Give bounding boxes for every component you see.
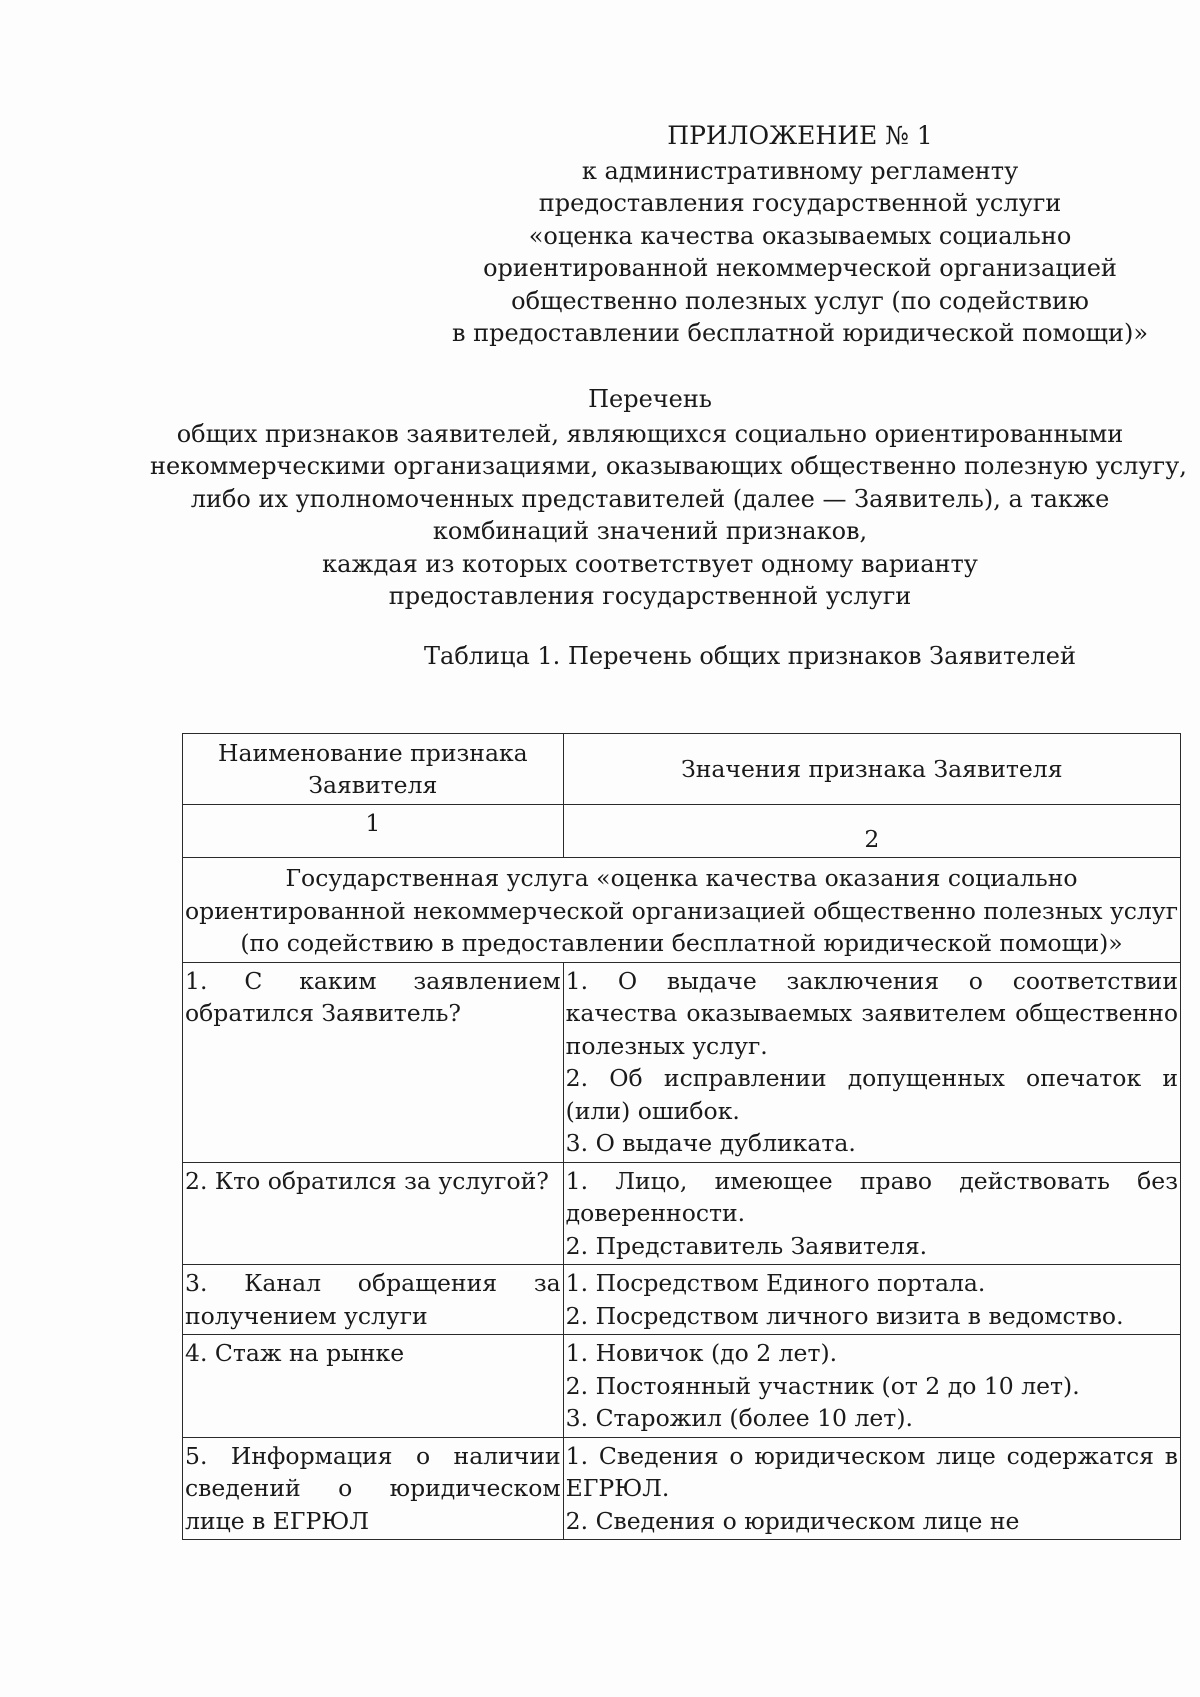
feature-cell: 4. Стаж на рынке xyxy=(183,1335,564,1438)
value-item: 2. Постоянный участник (от 2 до 10 лет). xyxy=(565,1371,1080,1400)
value-item: 1. Посредством Единого портала. xyxy=(565,1269,986,1297)
appendix-title: ПРИЛОЖЕНИЕ № 1 xyxy=(667,121,933,150)
column-number-1: 1 xyxy=(183,805,564,858)
features-table xyxy=(182,733,1181,1540)
list-line: общих признаков заявителей, являющихся социально ориентированными xyxy=(176,419,1124,448)
table-row xyxy=(183,1437,1181,1540)
appendix-line: к административному регламенту xyxy=(581,156,1019,185)
value-item: 1. О выдаче заключения о соответствии качества оказываемых заявителем общественно полезных услуг. xyxy=(565,966,1179,1060)
list-line: предоставления государственной услуги xyxy=(388,582,912,610)
appendix-header xyxy=(430,120,1170,350)
feature-cell: 5. Информация о наличии сведений о юридическом лице в ЕГРЮЛ xyxy=(183,1437,564,1540)
value-item: 1. Лицо, имеющее право действовать без доверенности. xyxy=(565,1166,1179,1227)
value-item: 2. Об исправлении допущенных опечаток и (или) ошибок. xyxy=(565,1064,1179,1125)
value-item: 3. Старожил (более 10 лет). xyxy=(565,1404,913,1432)
list-line: каждая из которых соответствует одному варианту xyxy=(322,549,978,578)
list-heading: Перечень xyxy=(588,385,712,413)
value-item: 1. Новичок (до 2 лет). xyxy=(565,1339,838,1367)
table-row xyxy=(183,1265,1181,1335)
appendix-line: в предоставлении бесплатной юридической помощи)» xyxy=(451,319,1149,347)
column-number-2: 2 xyxy=(563,805,1180,858)
value-item: 2. Посредством личного визита в ведомство. xyxy=(565,1301,1124,1330)
value-item: 2. Представитель Заявителя. xyxy=(565,1231,928,1260)
feature-cell: 3. Канал обращения за получением услуги xyxy=(183,1265,564,1335)
value-item: 1. Сведения о юридическом лице содержатся в ЕГРЮЛ. xyxy=(565,1441,1179,1502)
values-cell xyxy=(563,1437,1180,1540)
value-item: 3. О выдаче дубликата. xyxy=(565,1129,856,1157)
service-title-row xyxy=(183,858,1181,963)
appendix-line: общественно полезных услуг (по содействию xyxy=(511,286,1089,315)
values-cell xyxy=(563,1335,1180,1438)
table-header-row xyxy=(183,734,1181,805)
list-line: некоммерческими организациями, оказывающих общественно полезную услугу, xyxy=(150,452,1187,480)
feature-cell: 1. С каким заявлением обратился Заявитель? xyxy=(183,962,564,1162)
appendix-line: «оценка качества оказываемых социально xyxy=(528,221,1072,250)
appendix-line: предоставления государственной услуги xyxy=(538,189,1062,217)
table-row xyxy=(183,962,1181,1162)
service-title-line: (по содействию в предоставлении бесплатной юридической помощи)» xyxy=(240,929,1123,957)
table-caption: Таблица 1. Перечень общих признаков Заявителей xyxy=(424,642,1076,670)
values-cell xyxy=(563,962,1180,1162)
feature-cell: 2. Кто обратился за услугой? xyxy=(183,1162,564,1265)
list-line: комбинаций значений признаков, xyxy=(432,517,868,545)
values-cell xyxy=(563,1265,1180,1335)
table-row xyxy=(183,1162,1181,1265)
appendix-line: ориентированной некоммерческой организацией xyxy=(483,254,1117,282)
value-item: 2. Сведения о юридическом лице не xyxy=(565,1506,1020,1535)
service-title-cell xyxy=(183,858,1181,963)
service-title-line: ориентированной некоммерческой организацией общественно полезных услуг xyxy=(185,896,1179,925)
service-title-line: Государственная услуга «оценка качества оказания социально xyxy=(285,864,1078,892)
header-feature-name: Наименование признака Заявителя xyxy=(183,734,564,805)
list-line: либо их уполномоченных представителей (далее — Заявитель), а также xyxy=(190,484,1110,513)
column-number-row xyxy=(183,805,1181,858)
header-feature-values: Значения признака Заявителя xyxy=(563,734,1180,805)
values-cell xyxy=(563,1162,1180,1265)
list-title-block xyxy=(150,383,1187,613)
table-row xyxy=(183,1335,1181,1438)
